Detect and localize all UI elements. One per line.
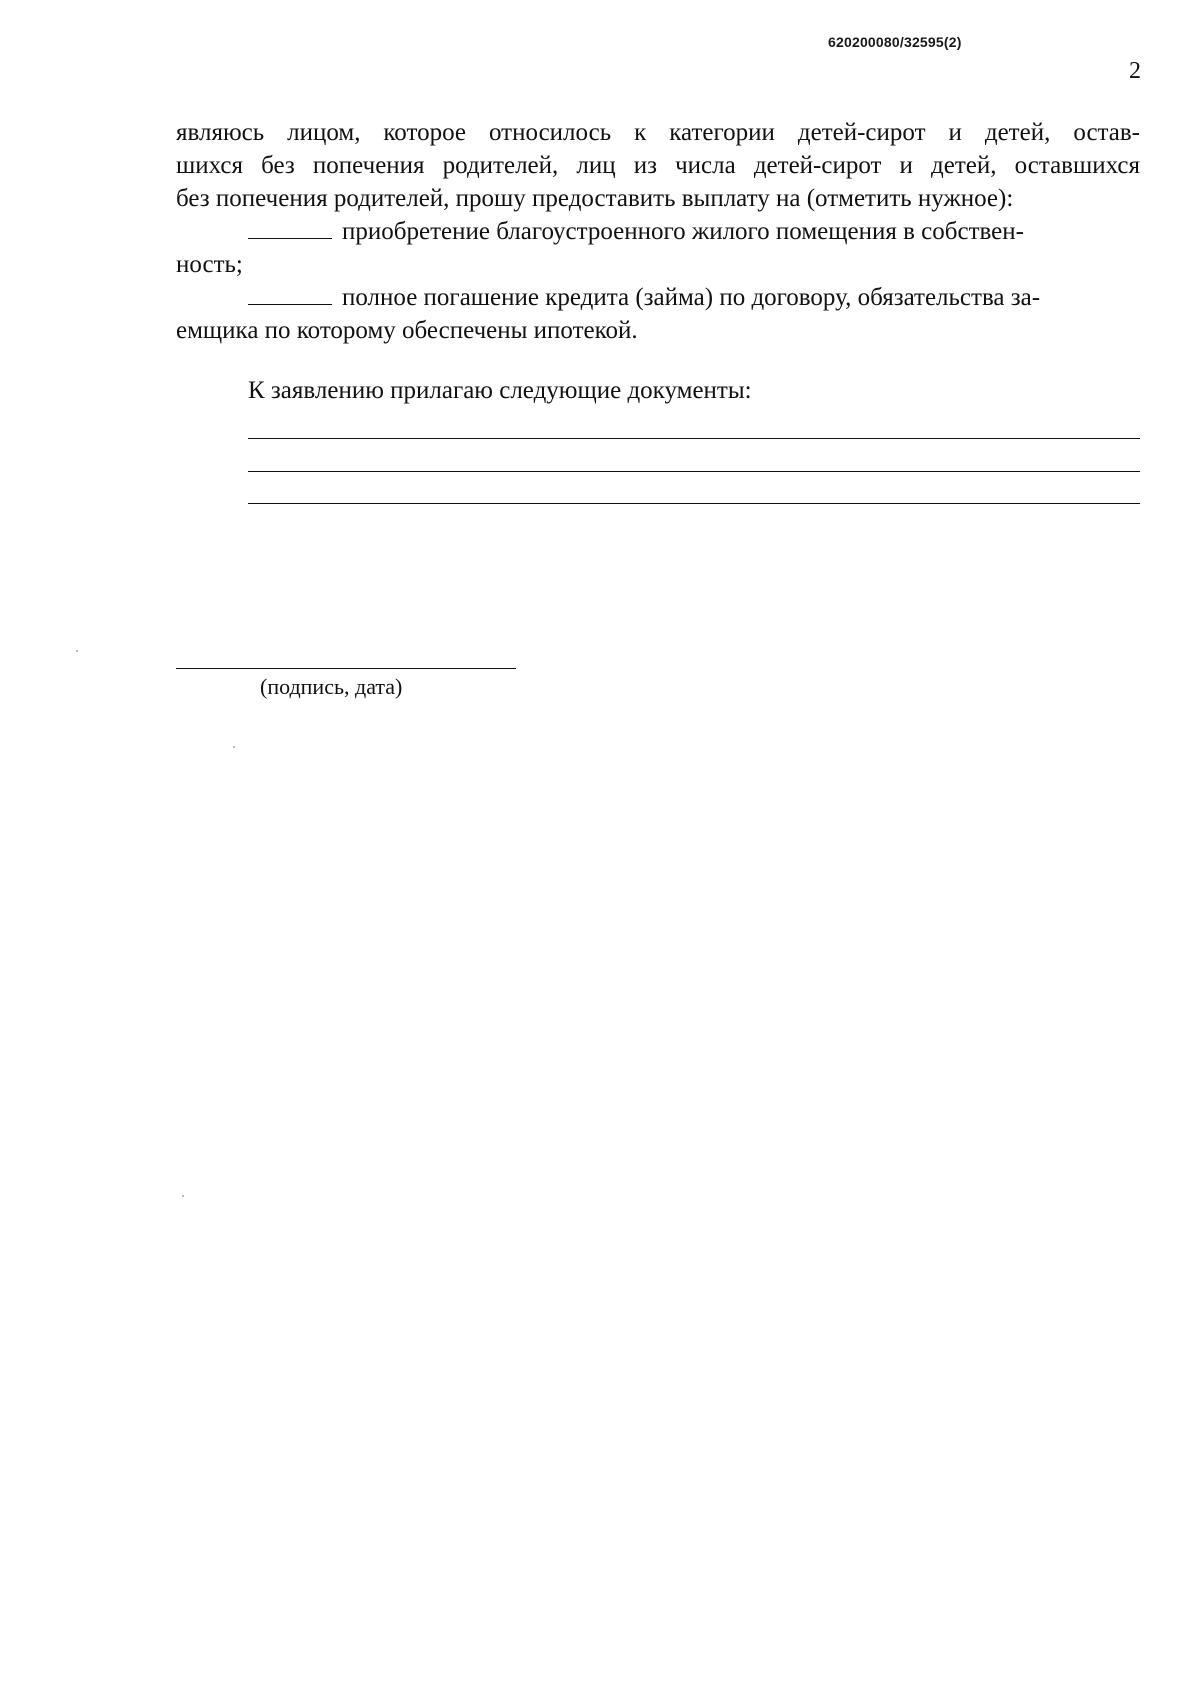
attachments-title: К заявлению прилагаю следующие документы: xyxy=(248,377,752,404)
attachment-line[interactable] xyxy=(248,438,1140,439)
option-line xyxy=(176,281,1140,314)
intro-line: без попечения родителей, прошу предоставить выплату на (отметить нужное): xyxy=(176,185,1014,212)
option-line: емщика по которому обеспечены ипотекой. xyxy=(176,317,638,344)
attachment-line[interactable] xyxy=(248,503,1140,504)
signature-caption: (подпись, дата) xyxy=(260,674,403,699)
option-line: ность; xyxy=(176,251,243,278)
scan-speck xyxy=(76,650,78,652)
option-line xyxy=(176,215,1140,248)
signature-line[interactable] xyxy=(176,668,516,669)
option-text: полное погашение кредита (займа) по договору, обязательства за- xyxy=(342,284,1041,311)
page-number: 2 xyxy=(1129,58,1141,84)
scan-speck xyxy=(233,746,235,748)
option-mortgage xyxy=(176,281,1140,347)
document-id: 620200080/32595(2) xyxy=(828,34,962,50)
intro-paragraph xyxy=(176,116,1140,215)
checkbox-blank-purchase[interactable] xyxy=(248,216,332,239)
attachment-line[interactable] xyxy=(248,471,1140,472)
scan-speck xyxy=(182,1195,184,1197)
intro-line: шихся без попечения родителей, лиц из числа детей-сирот и детей, оставшихся xyxy=(176,152,1140,179)
option-purchase xyxy=(176,215,1140,281)
option-text: приобретение благоустроенного жилого помещения в собствен- xyxy=(342,218,1024,245)
intro-line: являюсь лицом, которое относилось к категории детей-сирот и детей, остав- xyxy=(176,119,1140,146)
checkbox-blank-mortgage[interactable] xyxy=(248,282,332,305)
